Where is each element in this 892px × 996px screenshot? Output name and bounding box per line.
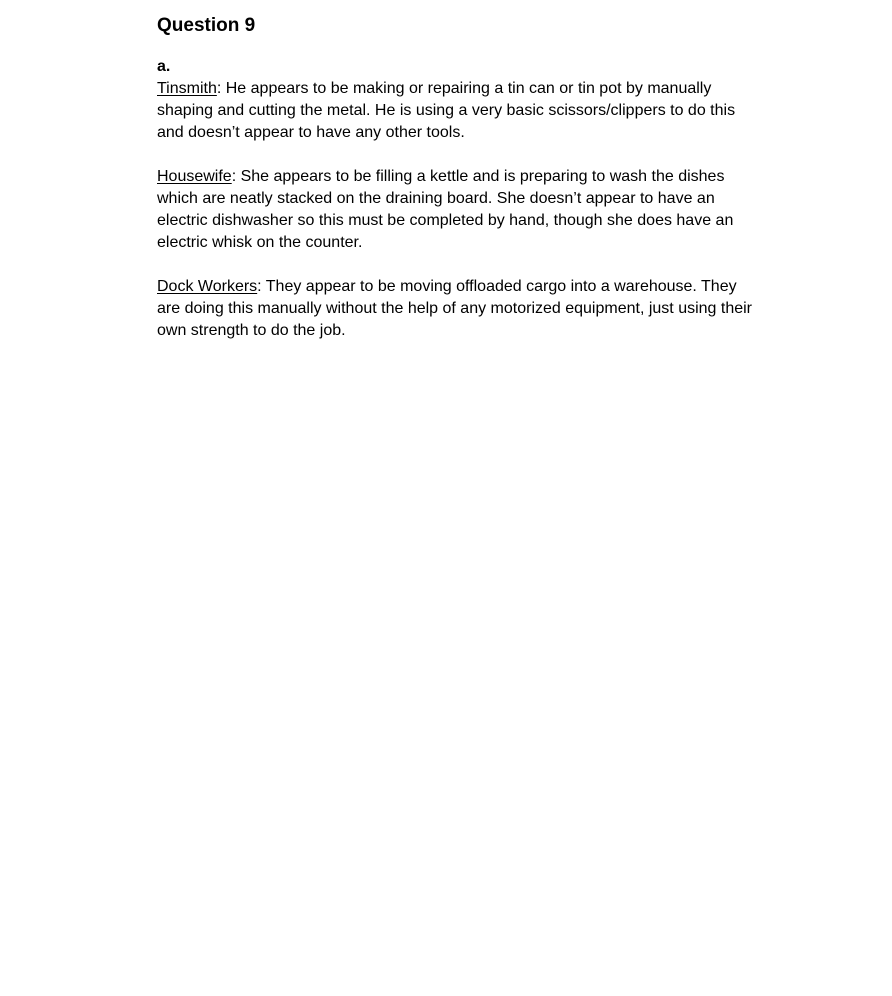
answer-text: : She appears to be filling a kettle and is preparing to wash the dishes which are neatly stacked on the draining board. She doesn’t appear to have an electric dishwasher so this must be completed by hand, though she does have an electric whisk on the counter. — [157, 168, 734, 251]
answer-text: : He appears to be making or repairing a tin can or tin pot by manually shaping and cutting the metal. He is using a very basic scissors/clippers to do this and doesn’t appear to have any other tools. — [157, 80, 736, 141]
answer-housewife — [157, 166, 757, 254]
answer-term: Dock Workers — [157, 278, 258, 295]
answer-tinsmith — [157, 78, 757, 144]
answer-dock-workers — [157, 276, 757, 342]
question-title: Question 9 — [157, 15, 256, 36]
part-label: a. — [157, 58, 171, 75]
answer-text: : They appear to be moving offloaded cargo into a warehouse. They are doing this manually without the help of any motorized equipment, just using their own strength to do the job. — [157, 278, 753, 339]
document-page — [157, 12, 757, 364]
answer-term: Housewife — [157, 168, 232, 185]
answer-term: Tinsmith — [157, 80, 217, 97]
